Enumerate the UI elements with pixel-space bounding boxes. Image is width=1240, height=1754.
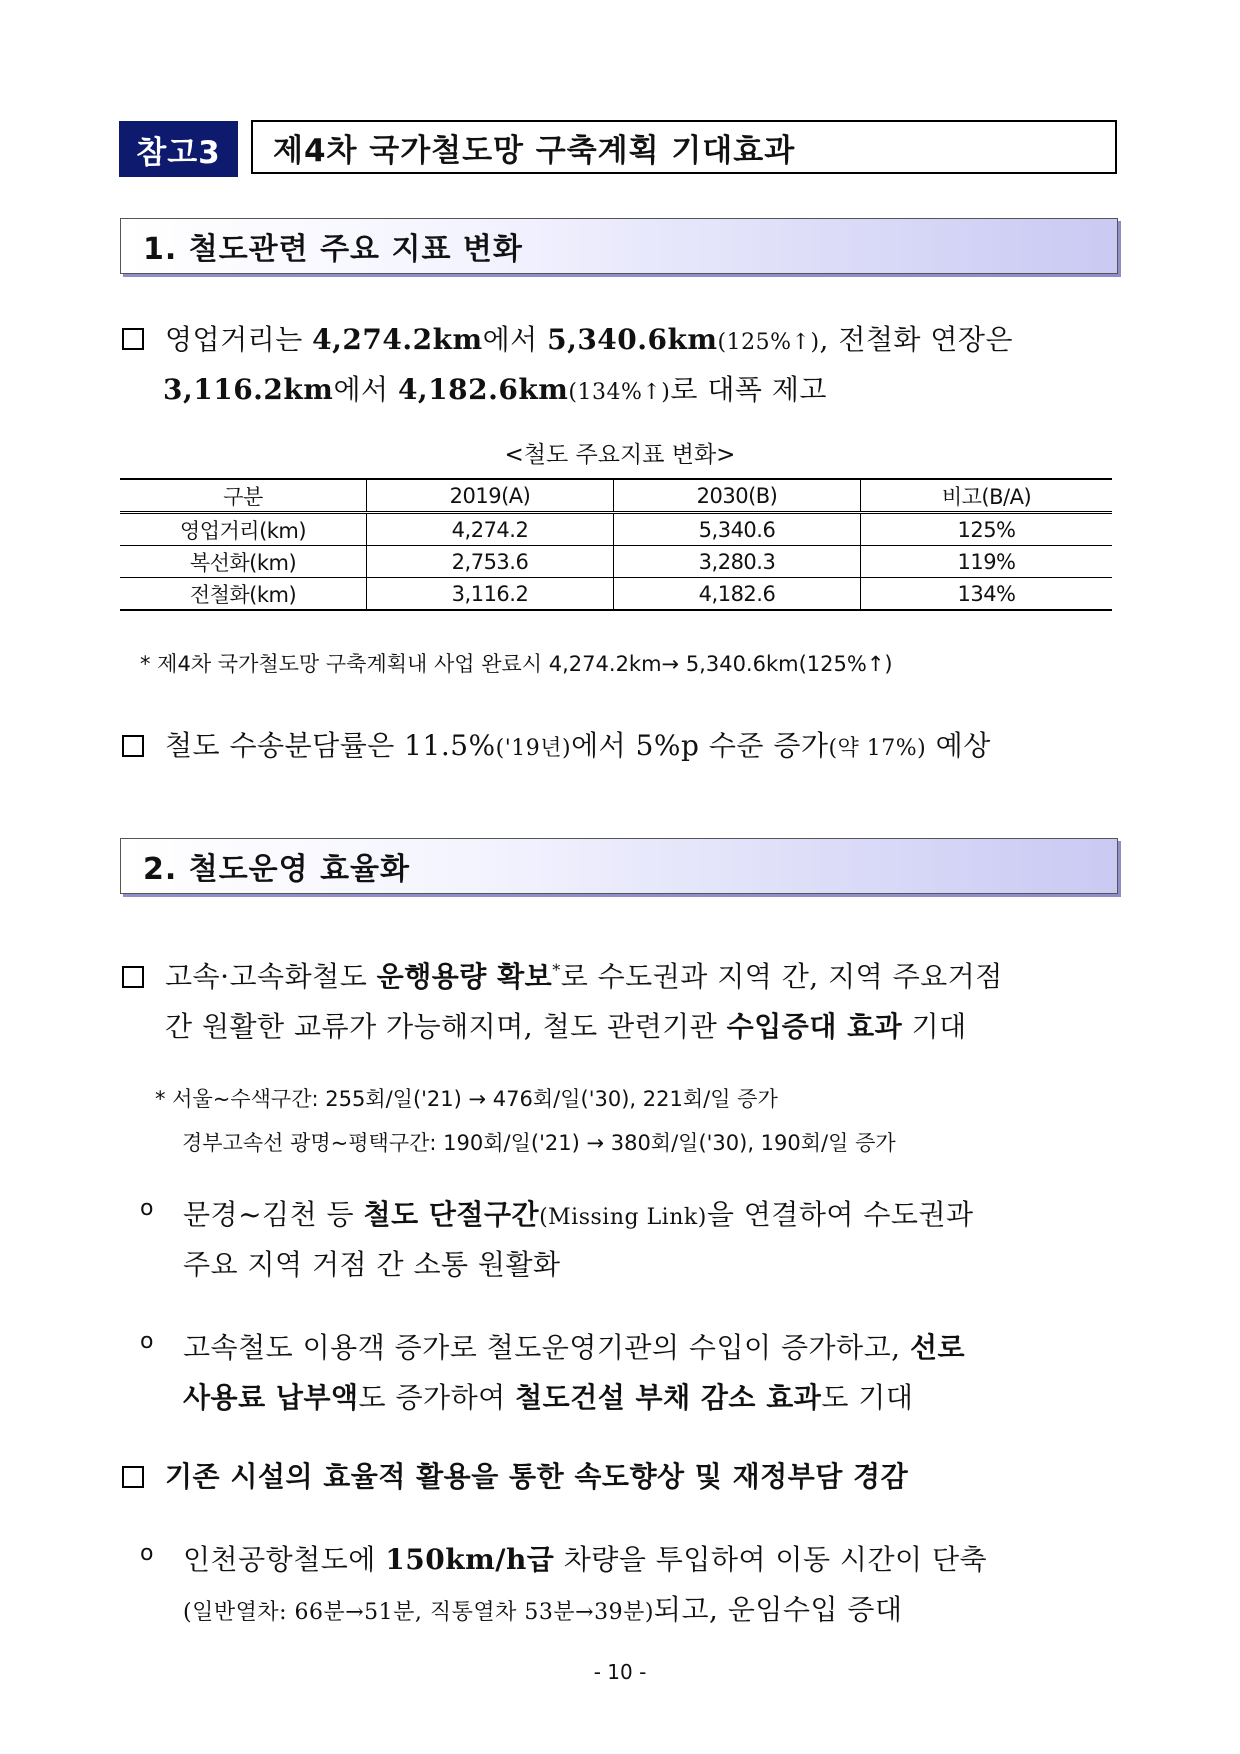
checkbox-square-icon (122, 735, 144, 757)
table-row (120, 513, 1112, 546)
table-header-cell: 2019(A) (367, 479, 614, 513)
bullet-circle-icon: o (140, 1541, 154, 1566)
table-footnote: * 제4차 국가철도망 구축계획내 사업 완료시 4,274.2km→ 5,340.6km(125%↑) (140, 652, 893, 676)
s2-paragraph-1-line-2: 간 원활한 교류가 가능해지며, 철도 관련기관 수입증대 효과 기대 (165, 1010, 967, 1043)
table-caption: <철도 주요지표 변화> (504, 442, 736, 468)
s2-paragraph-1-line-1: 고속·고속화철도 운행용량 확보*로 수도권과 지역 간, 지역 주요거점 (165, 960, 1003, 993)
bullet-circle-icon: o (140, 1329, 154, 1354)
table-cell: 복선화(km) (189, 550, 297, 575)
table-cell: 119% (861, 546, 1113, 578)
s2-bullet-2-line-2: 사용료 납부액도 증가하여 철도건설 부채 감소 효과도 기대 (183, 1381, 914, 1414)
s1-paragraph-1-line-1: 영업거리는 4,274.2km에서 5,340.6km(125%↑), 전철화 연장은 (165, 323, 1014, 356)
table-cell: 전철화(km) (189, 582, 297, 607)
table-header-cell: 2030(B) (614, 479, 861, 513)
table-cell: 4,182.6 (614, 578, 861, 611)
table-cell: 3,280.3 (614, 546, 861, 578)
section-1-heading: 1. 철도관련 주요 지표 변화 (120, 218, 1118, 274)
table-cell: 2,753.6 (367, 546, 614, 578)
table-cell: 영업거리(km) (179, 518, 307, 543)
table-cell: 134% (861, 578, 1113, 611)
table-cell: 4,274.2 (367, 513, 614, 546)
s1-paragraph-1-line-2: 3,116.2km에서 4,182.6km(134%↑)로 대폭 제고 (163, 373, 827, 406)
table-cell: 3,116.2 (367, 578, 614, 611)
table-header-cell: 비고(B/A) (861, 479, 1113, 513)
page-title: 제4차 국가철도망 구축계획 기대효과 (251, 120, 1117, 174)
s2-bullet-3-line-1: 인천공항철도에 150km/h급 차량을 투입하여 이동 시간이 단축 (183, 1543, 988, 1576)
table-row (120, 546, 1112, 578)
s2-note-2: 경부고속선 광명~평택구간: 190회/일('21) → 380회/일('30), 190회/일 증가 (182, 1131, 896, 1155)
checkbox-square-icon (122, 1466, 144, 1488)
s2-bullet-2-line-1: 고속철도 이용객 증가로 철도운영기관의 수입이 증가하고, 선로 (183, 1331, 966, 1364)
s2-bullet-1-line-1: 문경~김천 등 철도 단절구간(Missing Link)을 연결하여 수도권과 (183, 1198, 974, 1231)
table-row (120, 578, 1112, 611)
reference-label: 참고3 (119, 121, 238, 177)
s2-bullet-3-line-2: (일반열차: 66분→51분, 직통열차 53분→39분)되고, 운임수입 증대 (183, 1593, 903, 1626)
table-header-row (120, 479, 1112, 513)
section-2-heading: 2. 철도운영 효율화 (120, 838, 1118, 894)
table-cell: 125% (861, 513, 1113, 546)
s2-paragraph-2: 기존 시설의 효율적 활용을 통한 속도향상 및 재정부담 경감 (165, 1460, 909, 1493)
checkbox-square-icon (122, 966, 144, 988)
indicator-table (120, 478, 1112, 611)
s2-bullet-1-line-2: 주요 지역 거점 간 소통 원활화 (183, 1248, 561, 1281)
table-cell: 5,340.6 (614, 513, 861, 546)
table-header-cell: 구분 (223, 484, 263, 509)
s2-note-1: * 서울~수색구간: 255회/일('21) → 476회/일('30), 221회/일 증가 (155, 1087, 778, 1111)
checkbox-square-icon (122, 328, 144, 350)
page-number: - 10 - (593, 1660, 647, 1684)
s1-paragraph-2: 철도 수송분담률은 11.5%('19년)에서 5%p 수준 증가(약 17%) 예상 (165, 729, 991, 762)
bullet-circle-icon: o (140, 1196, 154, 1221)
